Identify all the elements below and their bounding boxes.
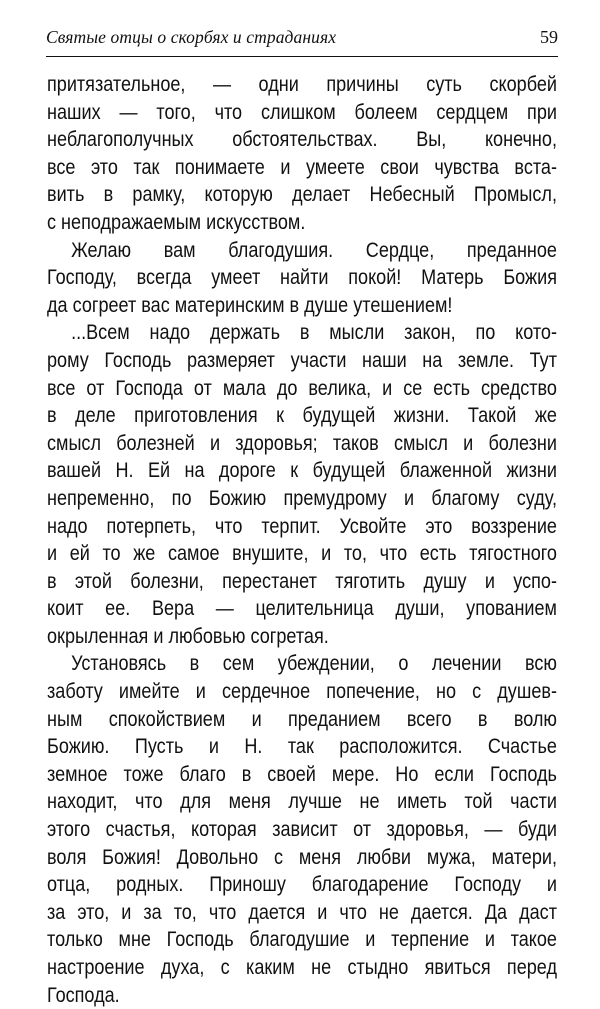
running-title: Святые отцы о скорбях и страданиях: [46, 27, 337, 47]
text-line: неблагополучных обстоятельствах. Вы, конечно,: [47, 128, 557, 152]
paragraph-2: [47, 237, 557, 320]
page-number: 59: [540, 27, 558, 47]
text-line: Господу, всегда умеет найти покой! Матерь Божия: [47, 266, 557, 290]
text-line: притязательное, — одни причины суть скорбей: [47, 73, 557, 96]
text-line: земное тоже благо в своей мере. Но если Господь: [47, 762, 557, 786]
running-header: [46, 20, 558, 57]
text-line: вить в рамку, которую делает Небесный Промысл,: [47, 183, 557, 207]
text-line: все это так понимаете и умеете свои чувства вста-: [47, 155, 557, 179]
text-line: этого счастья, которая зависит от здоровья, — буди: [47, 818, 557, 842]
text-line: непременно, по Божию премудрому и благому суду,: [47, 486, 557, 510]
text-line: окрыленная и любовью согретая.: [47, 624, 329, 648]
text-line: воля Божия! Довольно с меня любви мужа, матери,: [47, 845, 557, 869]
text-line: с неподражаемым искусством.: [47, 210, 306, 234]
text-line: настроение духа, с каким не стыдно явиться перед: [47, 956, 557, 979]
text-line: Желаю вам благодушия. Сердце, преданное: [71, 238, 557, 262]
text-line: ным спокойствием и преданием всего в волю: [47, 707, 557, 731]
text-line: в этой болезни, перестанет тяготить душу и успо-: [47, 569, 557, 593]
text-line: и ей то же самое внушите, и то, что есть тягостного: [47, 542, 557, 566]
text-line: надо потерпеть, что терпит. Усвойте это воззрение: [47, 514, 557, 538]
text-line: отца, родных. Приношу благодарение Господу и: [47, 873, 557, 897]
text-line: наших — того, что слишком болеем сердцем при: [47, 100, 557, 124]
paragraph-1: [47, 71, 557, 237]
text-line: только мне Господь благодушие и терпение и такое: [47, 928, 557, 952]
paragraph-4: [47, 650, 557, 1009]
text-line: Божию. Пусть и Н. так расположится. Счастье: [47, 735, 557, 759]
text-line: Установясь в сем убеждении, о лечении всю: [71, 652, 557, 676]
text-line: да согреет вас материнским в душе утешением!: [47, 293, 453, 317]
text-line: находит, что для меня лучше не иметь той части: [47, 790, 557, 814]
text-line: заботу имейте и сердечное попечение, но с душев-: [47, 680, 557, 704]
text-line: ...Всем надо держать в мысли закон, по кото-: [71, 321, 557, 345]
text-line: в деле приготовления к будущей жизни. Такой же: [47, 404, 557, 428]
text-line: за это, и за то, что дается и что не дается. Да даст: [47, 900, 557, 924]
text-line: рому Господь размеряет участи наши на земле. Тут: [47, 348, 557, 372]
text-line: Господа.: [47, 983, 120, 1007]
text-line: все от Господа от мала до велика, и се есть средство: [47, 376, 557, 400]
text-line: смысл болезней и здоровья; таков смысл и болезни: [47, 431, 557, 455]
paragraph-3: [47, 319, 557, 650]
text-line: вашей Н. Ей на дороге к будущей блаженной жизни: [47, 459, 557, 483]
body-text: [47, 71, 557, 1009]
text-line: коит ее. Вера — целительница души, упованием: [47, 597, 557, 621]
